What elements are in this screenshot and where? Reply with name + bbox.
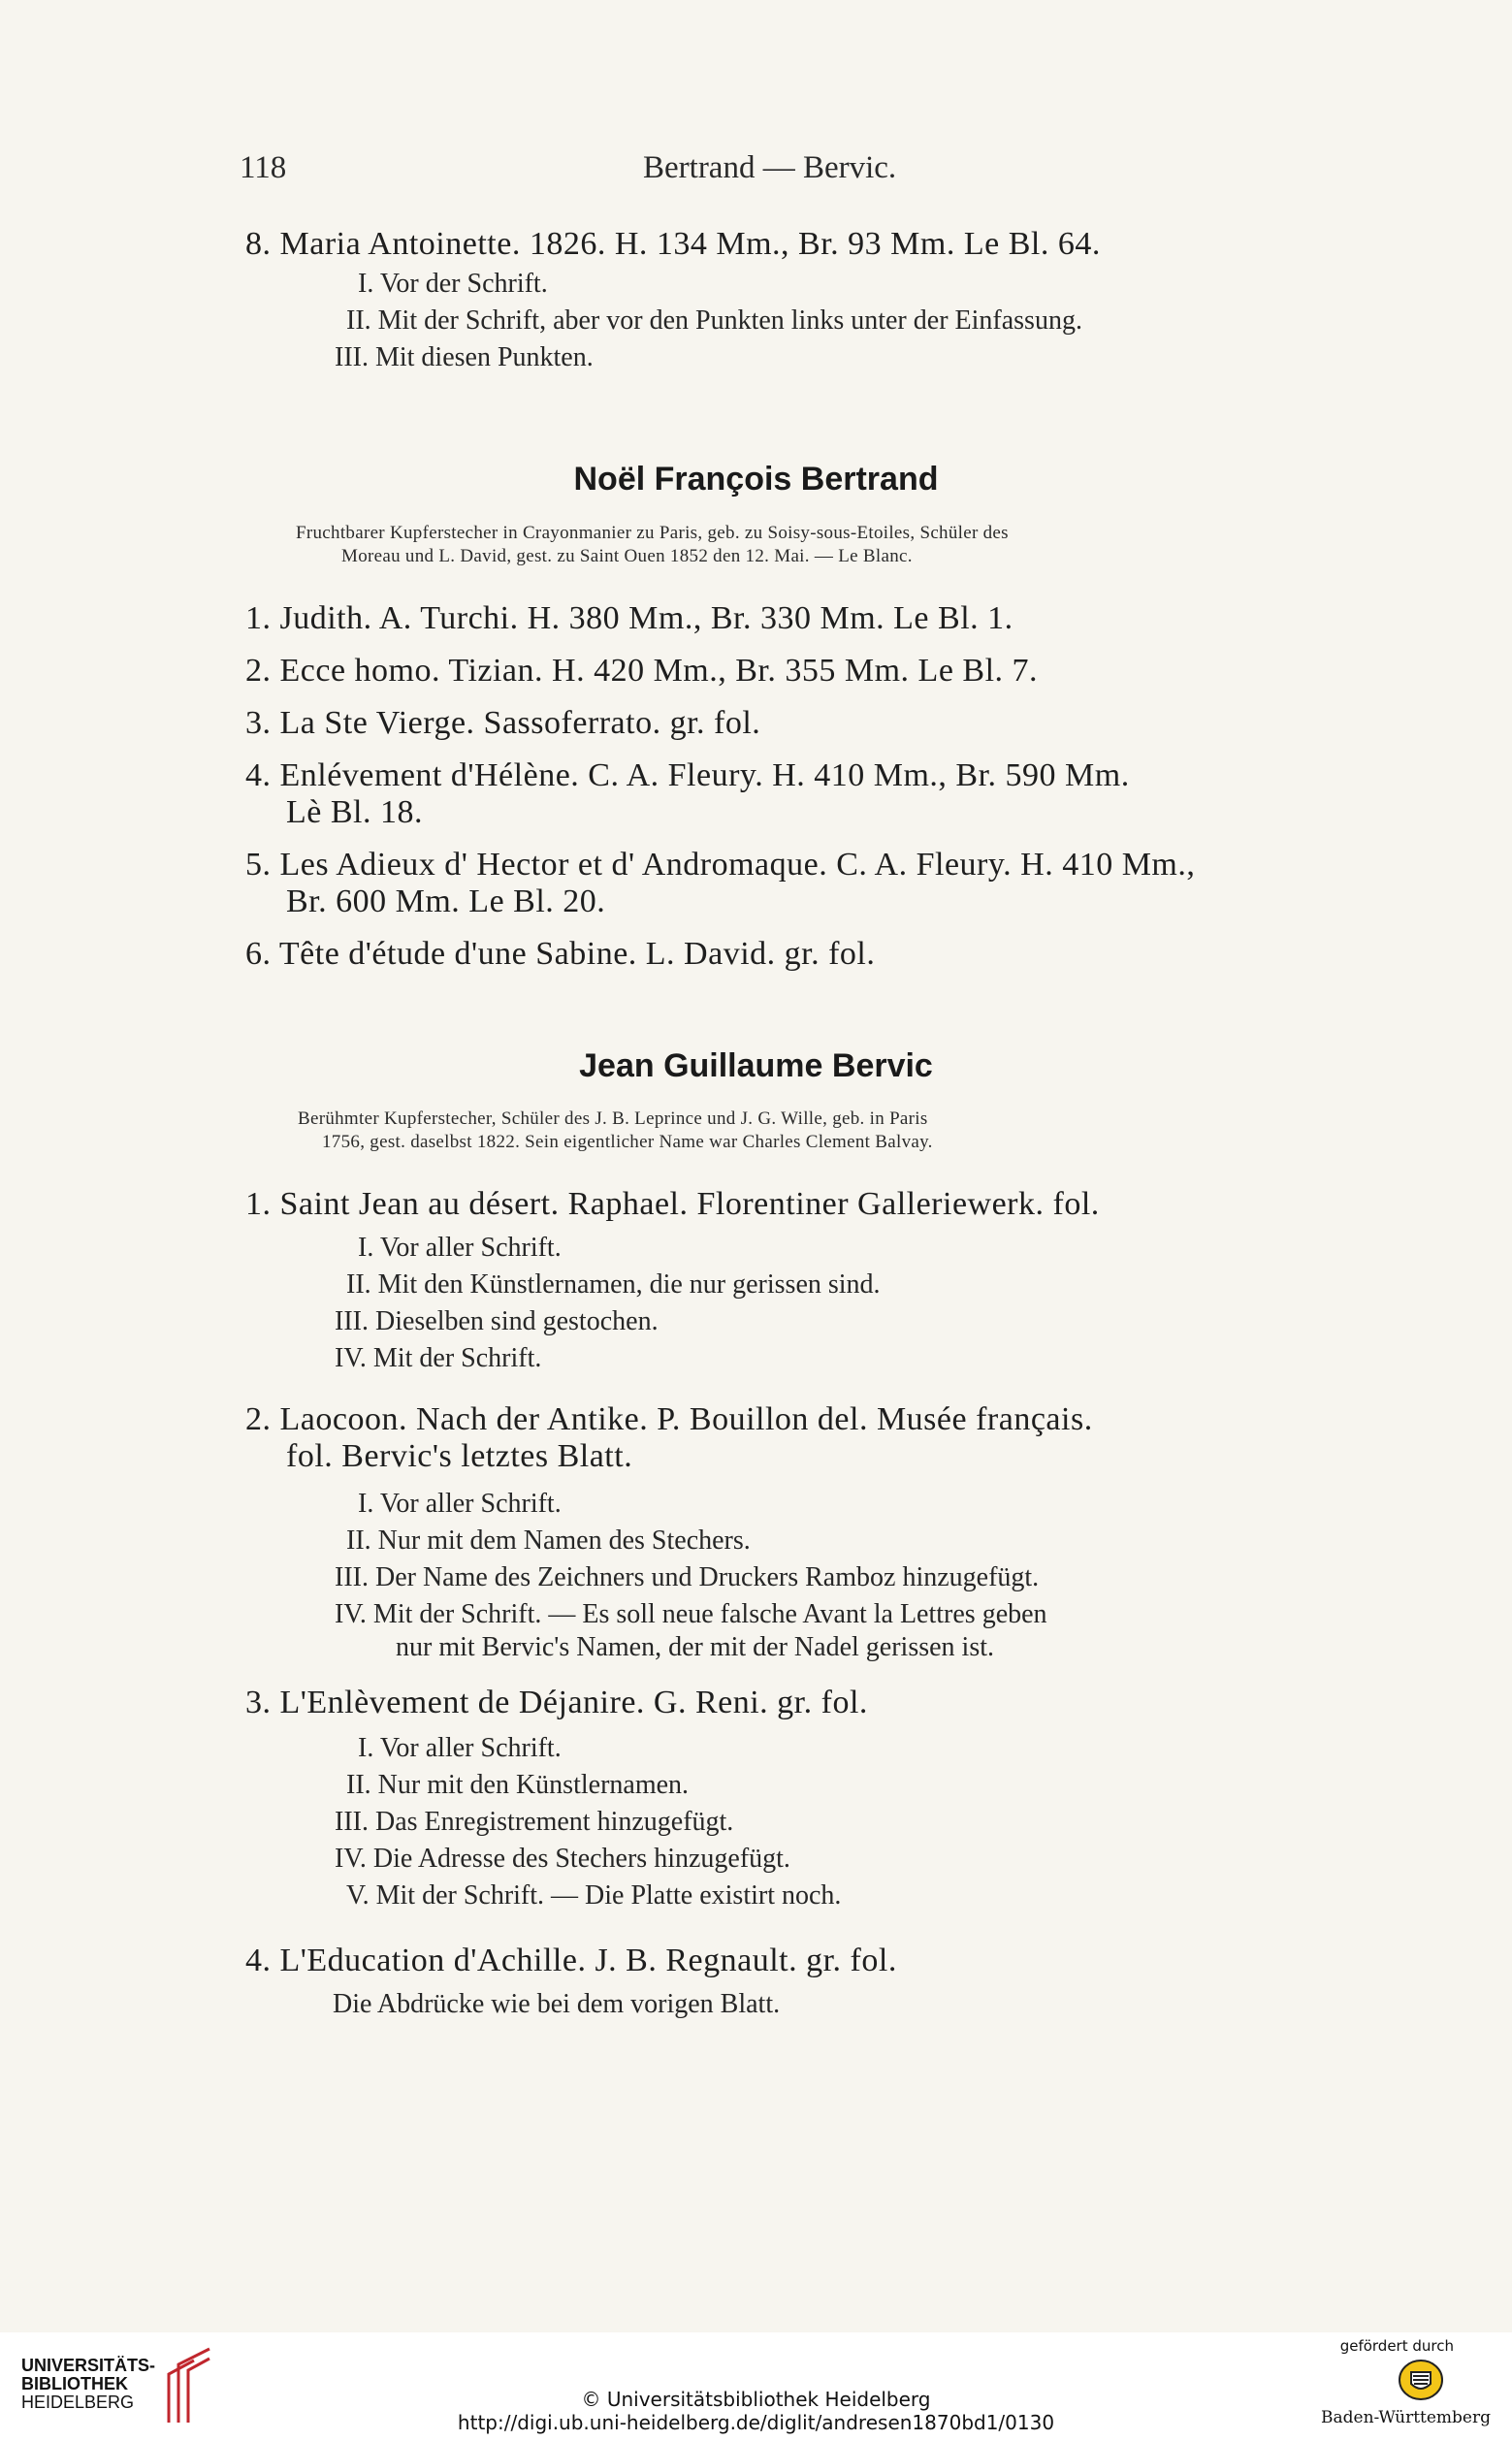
entry-line: 2. Laocoon. Nach der Antike. P. Bouillon del. Musée français.	[245, 1401, 1093, 1437]
permalink[interactable]: http://digi.ub.uni-heidelberg.de/diglit/andresen1870bd1/0130	[457, 2411, 1055, 2434]
entry-line: 4. Enlévement d'Hélène. C. A. Fleury. H. 410 Mm., Br. 590 Mm.	[245, 757, 1130, 793]
entry-continuation: fol. Bervic's letztes Blatt.	[286, 1438, 633, 1474]
bio-text: Fruchtbarer Kupferstecher in Crayonmanier zu Paris, geb. zu Soisy-sous-Etoiles, Schüler des	[296, 523, 1009, 543]
entry-line: 5. Les Adieux d' Hector et d' Andromaque. C. A. Fleury. H. 410 Mm.,	[245, 847, 1196, 883]
state-line: II. Mit der Schrift, aber vor den Punkten links unter der Einfassung.	[346, 305, 1082, 336]
section-heading: Jean Guillaume Bervic	[579, 1047, 933, 1084]
bio-text: Moreau und L. David, gest. zu Saint Ouen 1852 den 12. Mai. — Le Blanc.	[341, 546, 913, 566]
state-line: III. Das Enregistrement hinzugefügt.	[335, 1807, 734, 1837]
funded-by-label: gefördert durch	[1339, 2337, 1454, 2355]
state-line: IV. Die Adresse des Stechers hinzugefügt.	[335, 1844, 790, 1874]
state-line: II. Nur mit dem Namen des Stechers.	[346, 1526, 751, 1556]
state-line: III. Mit diesen Punkten.	[335, 342, 594, 372]
state-line: V. Mit der Schrift. — Die Platte existirt noch.	[346, 1880, 842, 1911]
state-line: II. Mit den Künstlernamen, die nur gerissen sind.	[346, 1269, 881, 1300]
bio-text: 1756, gest. daselbst 1822. Sein eigentlicher Name war Charles Clement Balvay.	[322, 1132, 933, 1152]
copyright-text: © Universitätsbibliothek Heidelberg	[581, 2388, 931, 2411]
funder-name: Baden-Württemberg	[1321, 2408, 1491, 2427]
entry-continuation: Lè Bl. 18.	[286, 794, 423, 830]
entry-line: 4. L'Education d'Achille. J. B. Regnault. gr. fol.	[245, 1943, 897, 1978]
state-line: I. Vor der Schrift.	[358, 269, 548, 299]
state-line: I. Vor aller Schrift.	[358, 1489, 562, 1519]
entry-line: 1. Saint Jean au désert. Raphael. Florentiner Galleriewerk. fol.	[245, 1186, 1100, 1222]
entry-line: 8. Maria Antoinette. 1826. H. 134 Mm., Br. 93 Mm. Le Bl. 64.	[245, 226, 1101, 262]
entry-line: 3. La Ste Vierge. Sassoferrato. gr. fol.	[245, 705, 761, 741]
state-line: I. Vor aller Schrift.	[358, 1233, 562, 1263]
logo-line: HEIDELBERG	[21, 2393, 135, 2412]
state-line: III. Dieselben sind gestochen.	[335, 1306, 659, 1336]
running-title: Bertrand — Bervic.	[643, 150, 897, 185]
state-line: III. Der Name des Zeichners und Druckers Ramboz hinzugefügt.	[335, 1562, 1040, 1592]
entry-continuation: Br. 600 Mm. Le Bl. 20.	[286, 883, 606, 919]
page-number: 118	[240, 150, 287, 185]
entry-line: 1. Judith. A. Turchi. H. 380 Mm., Br. 330 Mm. Le Bl. 1.	[245, 600, 1013, 636]
state-line: II. Nur mit den Künstlernamen.	[346, 1770, 690, 1800]
coat-of-arms-icon	[1397, 2359, 1445, 2401]
logo-line: BIBLIOTHEK	[21, 2374, 128, 2393]
state-line: I. Vor aller Schrift.	[358, 1733, 562, 1763]
section-heading: Noël François Bertrand	[573, 461, 939, 498]
bio-text: Berühmter Kupferstecher, Schüler des J. B. Leprince und J. G. Wille, geb. in Paris	[298, 1108, 928, 1129]
logo-line: UNIVERSITÄTS-	[21, 2356, 156, 2375]
state-line: IV. Mit der Schrift.	[335, 1343, 542, 1373]
note-line: Die Abdrücke wie bei dem vorigen Blatt.	[333, 1989, 781, 2019]
state-line: IV. Mit der Schrift. — Es soll neue falsche Avant la Lettres geben	[335, 1599, 1047, 1629]
entry-line: 6. Tête d'étude d'une Sabine. L. David. gr. fol.	[245, 936, 876, 972]
state-continuation: nur mit Bervic's Namen, der mit der Nadel gerissen ist.	[396, 1632, 994, 1662]
entry-line: 3. L'Enlèvement de Déjanire. G. Reni. gr. fol.	[245, 1685, 868, 1720]
entry-line: 2. Ecce homo. Tizian. H. 420 Mm., Br. 355 Mm. Le Bl. 7.	[245, 653, 1039, 689]
